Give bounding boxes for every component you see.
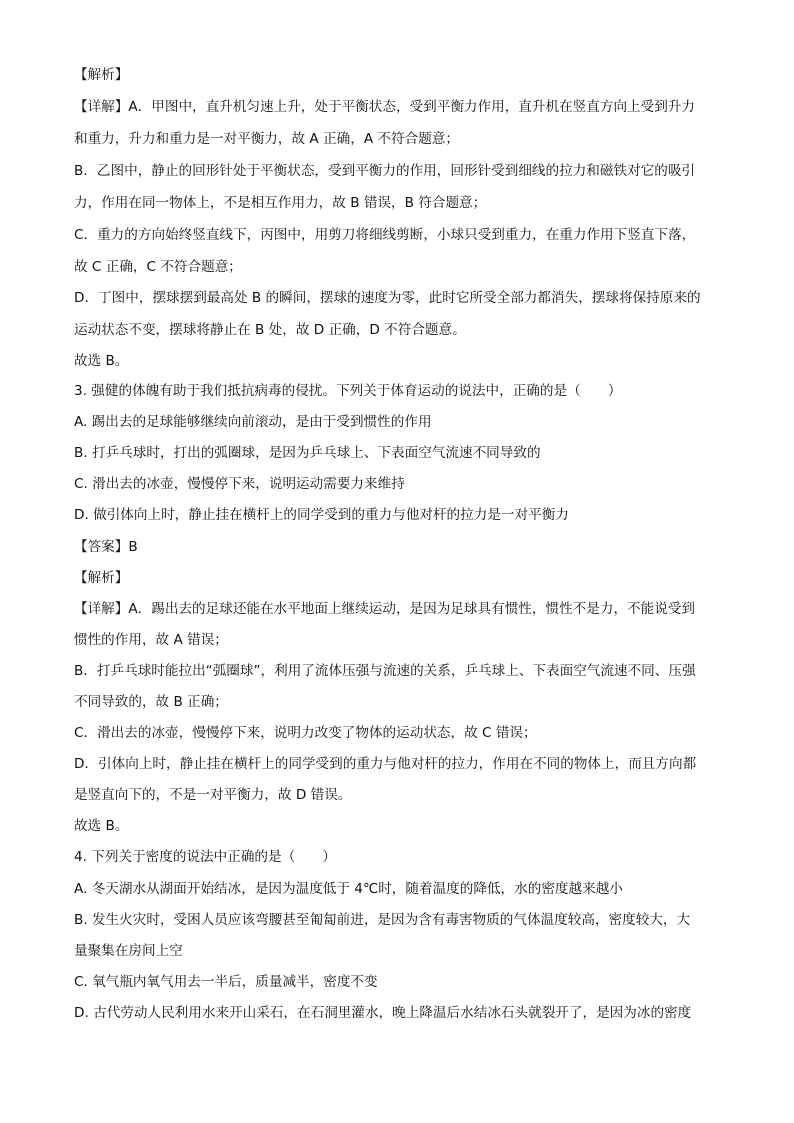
text-line: 【详解】A．踢出去的足球还能在水平地面上继续运动，是因为足球具有惯性，惯性不是力，不能说受到 — [74, 601, 696, 617]
option-c: C. 氧气瓶内氧气用去一半后，质量减半，密度不变 — [74, 974, 378, 990]
text-line: B．打乒乓球时能拉出“弧圈球”，利用了流体压强与流速的关系，乒乓球上、下表面空气流速不同、压强 — [74, 663, 696, 679]
text-line: 运动状态不变，摆球将静止在 B 处，故 D 正确，D 不符合题意。 — [74, 322, 466, 338]
option-c: C. 滑出去的冰壶，慢慢停下来，说明运动需要力来维持 — [74, 476, 405, 492]
question-4: 4. 下列关于密度的说法中正确的是（ ） — [74, 849, 336, 865]
text-line: 惯性的作用，故 A 错误； — [74, 632, 228, 648]
option-d: D. 做引体向上时，静止挂在横杆上的同学受到的重力与他对杆的拉力是一对平衡力 — [74, 507, 569, 523]
text-line: 和重力，升力和重力是一对平衡力，故 A 正确，A 不符合题意； — [74, 131, 459, 147]
text-line: D．引体向上时，静止挂在横杆上的同学受到的重力与他对杆的拉力，作用在不同的物体上，而且方向都 — [74, 756, 697, 772]
text-line: 故选 B。 — [74, 353, 129, 369]
text-line: B．乙图中，静止的回形针处于平衡状态，受到平衡力的作用，回形针受到细线的拉力和磁铁对它的吸引 — [74, 163, 696, 179]
text-line: 不同导致的，故 B 正确； — [74, 694, 228, 710]
text-line: 故 C 正确，C 不符合题意； — [74, 259, 242, 275]
option-b: B. 发生火灾时，受困人员应该弯腰甚至匍匐前进，是因为含有毒害物质的气体温度较高，密度较大，大 — [74, 912, 691, 928]
text-line: 力，作用在同一物体上，不是相互作用力，故 B 错误，B 符合题意； — [74, 195, 487, 211]
option-d: D. 古代劳动人民利用水来开山采石，在石洞里灌水，晚上降温后水结冰石头就裂开了，是因为冰的密度 — [74, 1005, 692, 1021]
answer-label: 【答案】B — [74, 539, 138, 555]
text-line: D．丁图中，摆球摆到最高处 B 的瞬间，摆球的速度为零，此时它所受全部力都消失，摆球将保持原来的 — [74, 290, 701, 306]
text-line: 是竖直向下的，不是一对平衡力，故 D 错误。 — [74, 787, 352, 803]
text-line: C．重力的方向始终竖直线下，丙图中，用剪刀将细线剪断，小球只受到重力，在重力作用下竖直下落， — [74, 227, 696, 243]
option-a: A. 踢出去的足球能够继续向前滚动，是由于受到惯性的作用 — [74, 414, 432, 430]
question-3: 3. 强健的体魄有助于我们抵抗病毒的侵扰。下列关于体育运动的说法中，正确的是（ ） — [74, 383, 622, 399]
text-line: 【解析】 — [74, 570, 129, 586]
text-line: 量聚集在房间上空 — [74, 943, 183, 959]
option-a: A. 冬天湖水从湖面开始结冰，是因为温度低于 4℃时，随着温度的降低，水的密度越来越小 — [74, 881, 623, 897]
text-line: 【解析】 — [74, 67, 129, 83]
text-line: 【详解】A．甲图中，直升机匀速上升，处于平衡状态，受到平衡力作用，直升机在竖直方向上受到升力 — [74, 99, 696, 115]
option-b: B. 打乒乓球时，打出的弧圈球，是因为乒乓球上、下表面空气流速不同导致的 — [74, 445, 541, 461]
text-line: C．滑出去的冰壶，慢慢停下来，说明力改变了物体的运动状态，故 C 错误； — [74, 725, 537, 741]
text-line: 故选 B。 — [74, 818, 129, 834]
